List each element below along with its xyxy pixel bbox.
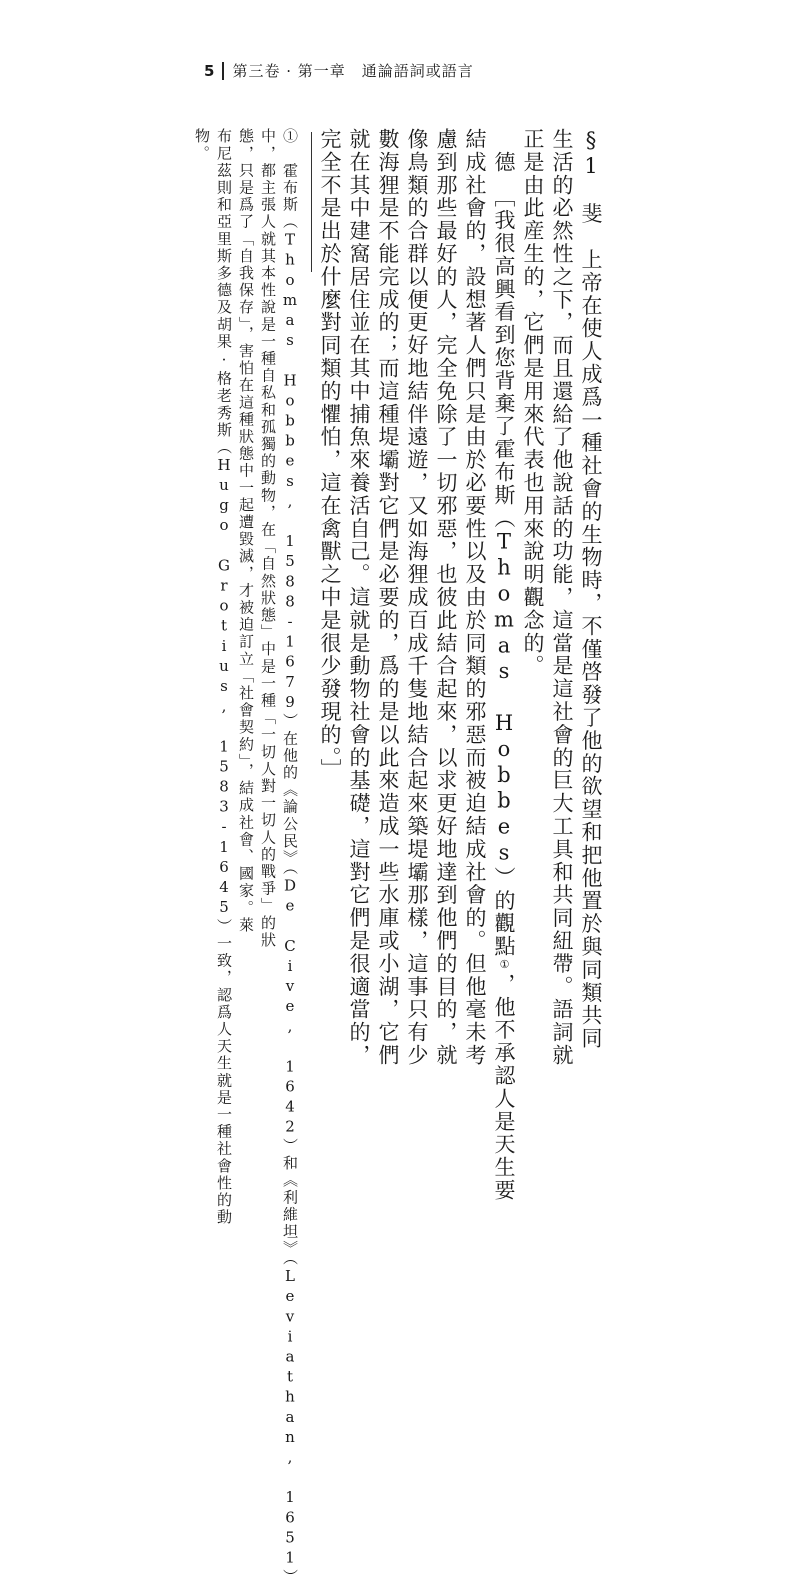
- body-line-text: ，他不承認人是天生要: [492, 972, 516, 1202]
- body-line: 就在其中建窩居住並在其中捕魚來養活自己。這就是動物社會的基礎，這對它們是很適當的，: [347, 128, 371, 1067]
- body-line: 數海狸是不能完成的；而這種堤壩對它們是必要的，爲的是以此來造成一些水庫或小湖，它們: [376, 128, 400, 1067]
- footnote-rule: [311, 132, 312, 272]
- footnote-line: 態，只是爲了「自我保存」，害怕在這種狀態中一起遭毀滅，才被迫訂立「社會契約」，結成社會、國家。萊: [237, 128, 255, 934]
- footnote-line: 中，都主張人就其本性說是一種自私和孤獨的動物，在「自然狀態」中是一種「一切人對一切人的戰爭」的狀: [259, 128, 277, 949]
- chapter-title: 第三卷 · 第一章 通論語詞或語言: [232, 62, 474, 80]
- body-line: 生活的必然性之下，而且還給了他說話的功能，這當是這社會的巨大工具和共同紐帶。語詞就: [550, 128, 574, 1067]
- footnote-line: 物。: [193, 128, 211, 163]
- body-line: 像鳥類的合群以便更好地結伴遠遊，又如海狸成百成千隻地結合起來築堤壩那樣，這事只有少: [405, 128, 429, 1067]
- footnote-reference: ①: [498, 958, 511, 973]
- body-line: 完全不是出於什麼對同類的懼怕，這在禽獸之中是很少發現的。］: [318, 128, 342, 782]
- body-line-with-footnote: [492, 128, 516, 1202]
- footnote-line: 布尼茲則和亞里斯多德及胡果·格老秀斯（Hugo Grotius, 1583-1645）一致，認爲人天生就是一種社會性的動: [215, 128, 233, 1226]
- header-divider: [222, 62, 224, 80]
- body-line: §1 斐 上帝在使人成爲一種社會的生物時，不僅啓發了他的欲望和把他置於與同類共同: [579, 128, 603, 1050]
- page-number: 5: [204, 61, 215, 80]
- body-line: 慮到那些最好的人，完全免除了一切邪惡，也彼此結合起來，以求更好地達到他們的目的，就: [434, 128, 458, 1067]
- body-line-text: 德 ［我很高興看到您背棄了霍布斯（Thomas Hobbes）的觀點: [492, 128, 516, 958]
- body-line: 結成社會的，設想著人們只是由於必要性以及由於同類的邪惡而被迫結成社會的。但他毫未考: [463, 128, 487, 1067]
- footnote-line: ① 霍布斯（Thomas Hobbes, 1588-1679）在他的《論公民》（De Cive, 1642）和《利維坦》（Leviathan, 1651）: [281, 128, 299, 1586]
- page-header: [204, 60, 474, 81]
- body-line: 正是由此産生的，它們是用來代表也用來說明觀念的。: [521, 128, 545, 678]
